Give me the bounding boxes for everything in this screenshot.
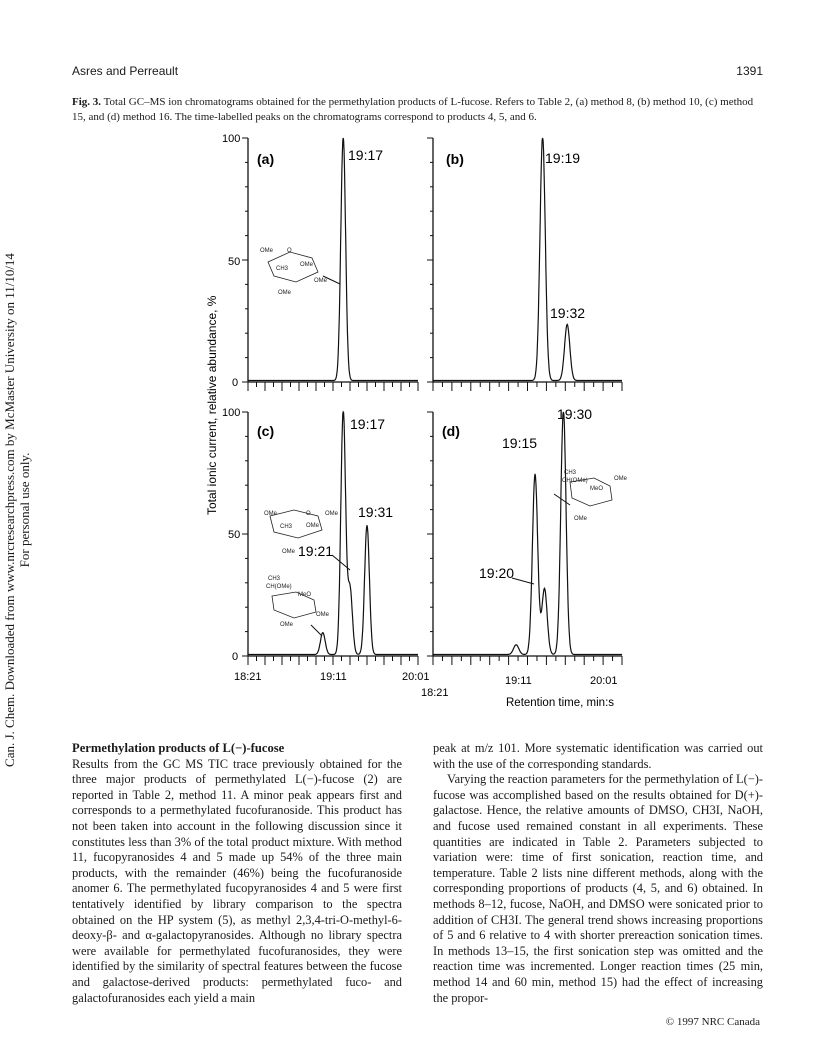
peak-label-b-1: 19:19 (545, 150, 581, 166)
struct-d-ch3: CH3 (564, 470, 577, 476)
ytick-bottom-100: 100 (222, 407, 241, 419)
ytick-top-0: 0 (232, 377, 239, 389)
peak-label-d-1: 19:30 (557, 406, 593, 422)
download-notice-line1: Can. J. Chem. Downloaded from www.nrcresearchpress.com by McMaster University on 11/10/14 (2, 253, 17, 767)
running-head: Asres and Perreault (72, 64, 179, 78)
struct-c2-ome2: OMe (280, 622, 294, 628)
peak-label-a-1: 19:17 (348, 147, 384, 163)
copyright: © 1997 NRC Canada (665, 1016, 760, 1028)
leader-d-19-20 (512, 578, 534, 584)
chromatogram-trace-c (248, 412, 418, 655)
struct-a-ome3: OMe (314, 278, 328, 284)
ytick-top-100: 100 (222, 133, 241, 145)
struct-c1-ome1: OMe (264, 511, 278, 517)
left-column (72, 741, 402, 1006)
page-number: 1391 (736, 64, 763, 78)
struct-d-ome2: OMe (574, 516, 588, 522)
panel-label-b: (b) (446, 151, 464, 167)
struct-a-ch3: CH3 (276, 266, 289, 272)
caption-label: Fig. 3. (72, 96, 102, 108)
struct-a-o: O (287, 248, 292, 254)
struct-a-ome4: OMe (278, 290, 292, 296)
right-column-p2: Varying the reaction parameters for the permethylation of L(−)-fucose was accomplished based on the results obtained for D(+)-galactose. Hence, the relative amounts of DMSO, CH3I, NaOH, and fucose used remained constant in all experiments. These quantities are indicated in Table 2. Parameters subjected to variation were: time of first sonication, reaction time, and temperature. Table 2 lists nine different methods, along with the corresponding proportions of products (4, 5, and 6) obtained. In methods 8–12, fucose, NaOH, and DMSO were sonicated prior to addition of CH3I. The general trend shows increasing proportions of 5 and 6 relative to 4 with shorter prereaction sonication times. In methods 13–15, the first sonication step was omitted and the reaction time was incremented. Longer reaction times (25 min, method 14 and 60 min, method 15) had the effect of increasing the propor- (433, 772, 763, 1005)
struct-c2-meo: MeO (298, 592, 312, 598)
struct-d-ome1: OMe (614, 476, 628, 482)
download-notice-line2: For personal use only. (17, 452, 32, 568)
struct-c1-ome3: OMe (306, 523, 320, 529)
peak-label-c-3: 19:21 (298, 543, 334, 559)
leader-c-structure (311, 625, 322, 636)
struct-d-meo: MeO (590, 486, 604, 492)
y-axis-label: Total ionic current, relative abundance, % (205, 295, 219, 515)
xtick-right-1: 19:11 (505, 675, 532, 687)
struct-c2-ome1: OMe (316, 612, 330, 618)
struct-c1-o: O (306, 511, 311, 517)
ytick-bottom-0: 0 (232, 651, 239, 663)
struct-a-ome2: OMe (300, 262, 314, 268)
caption-text: Total GC–MS ion chromatograms obtained for the permethylation products of L-fucose. Refers to Table 2, (a) method 8, (b) method 10, (c) method 15, and (d) method 16. The time-labelled peaks on the chromatograms correspond to products 4, 5, and 6. (72, 96, 754, 123)
xtick-right-2: 20:01 (590, 675, 618, 687)
struct-c1-ome2: OMe (325, 511, 339, 517)
xtick-right-0: 18:21 (421, 687, 449, 699)
section-heading: Permethylation products of L(−)-fucose (72, 741, 285, 755)
ytick-bottom-50: 50 (228, 529, 241, 541)
panel-label-d: (d) (442, 423, 460, 439)
xtick-left-2: 20:01 (402, 671, 430, 683)
right-column (433, 741, 763, 1006)
panel-label-a: (a) (257, 151, 275, 167)
peak-label-d-2: 19:15 (502, 435, 538, 451)
chromatogram-trace-b (433, 138, 622, 381)
xtick-left-1: 19:11 (320, 671, 347, 683)
struct-c1-ch3: CH3 (280, 524, 293, 530)
struct-c2-chome: CH(OMe) (266, 584, 292, 590)
panel-label-c: (c) (257, 423, 275, 439)
leader-d-structure (554, 494, 570, 505)
x-axis-label: Retention time, min:s (506, 697, 615, 709)
left-column-text: Results from the GC MS TIC trace previously obtained for the three major products of permethylated L(−)-fucose (2) are reported in Table 2, method 11. A minor peak appears first and corresponds to a permethylated fucofuranoside. This product has not been taken into account in the following discussion since it constitutes less than 3% of the total product mixture. With method 11, fucopyranosides 4 and 5 made up 54% of the three main products, with the remainder (46%) being the fucofuranoside anomer 6. The permethylated fucopyranosides 4 and 5 were first tentatively identified by library comparison to the spectra obtained on the HP system (5), as methyl 2,3,4-tri-O-methyl-6-deoxy-β- and α-galactopyranosides. Although no library spectra were available for permethylated fucofuranosides, they were identified by the similarity of spectral features between the fucose and galactose-derived products: permethylated fuco- and galactofuranosides each yield a main (72, 756, 402, 1005)
right-column-p1: peak at m/z 101. More systematic identification was carried out with the use of the corresponding standards. (433, 741, 763, 771)
struct-c2-ch3: CH3 (268, 576, 281, 582)
struct-c1-ome4: OMe (282, 549, 296, 555)
peak-label-c-2: 19:31 (358, 504, 394, 520)
peak-label-b-2: 19:32 (550, 305, 586, 321)
struct-a-ome1: OMe (260, 248, 274, 254)
ytick-top-50: 50 (228, 256, 241, 268)
peak-label-c-1: 19:17 (350, 416, 386, 432)
peak-label-d-3: 19:20 (479, 565, 515, 581)
struct-d-chome: CH(OMe) (562, 478, 588, 484)
xtick-left-0: 18:21 (234, 671, 262, 683)
